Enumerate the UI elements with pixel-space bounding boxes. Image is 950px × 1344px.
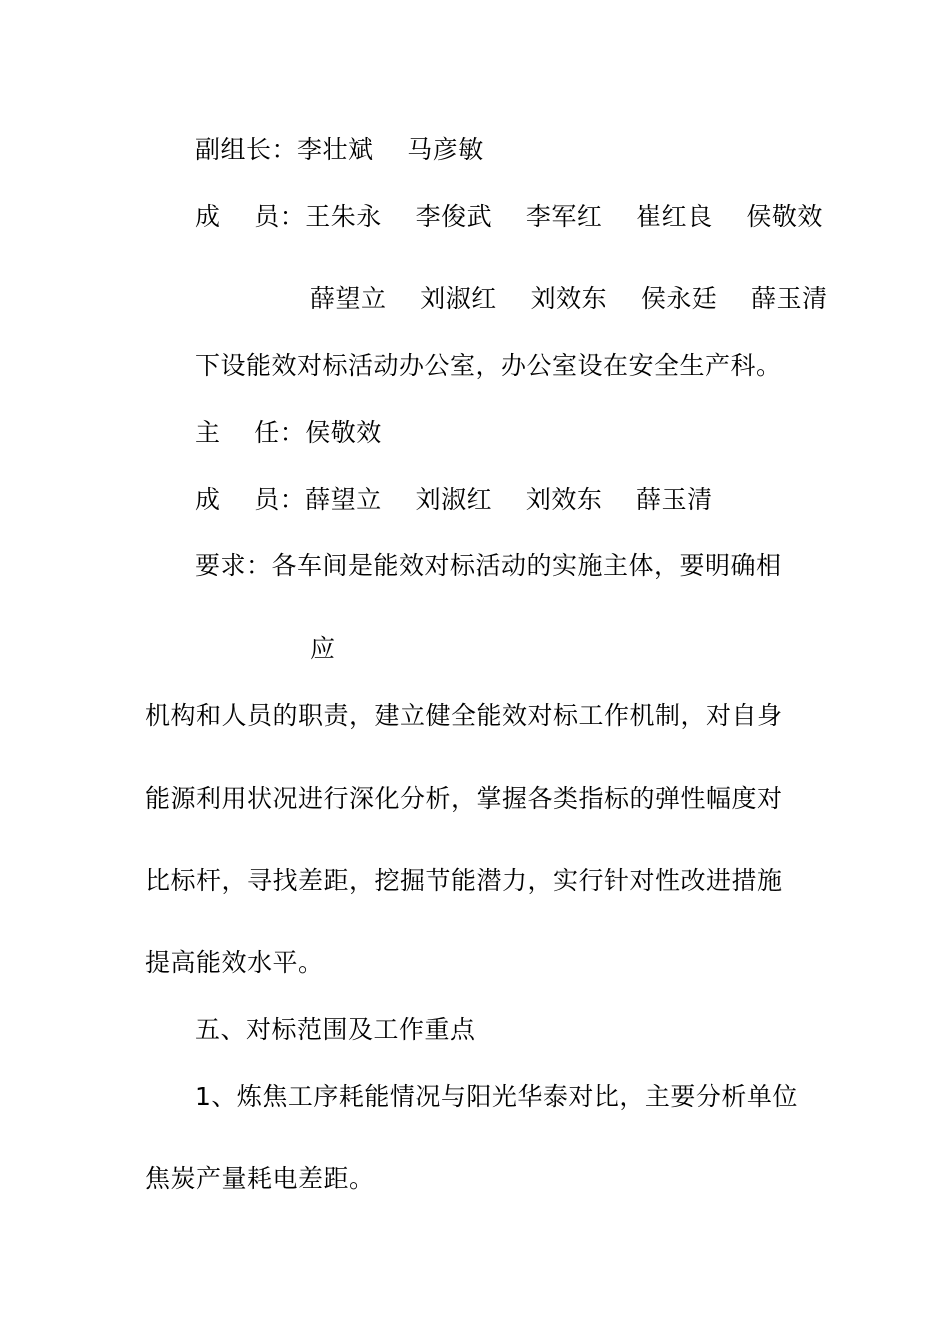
members-line-2: 薛望立 刘淑红 刘效东 侯永廷 薛玉清 [310, 284, 828, 313]
requirement-line: 要求：各车间是能效对标活动的实施主体，要明确相 [195, 551, 782, 580]
director-line: 主 任：侯敬效 [195, 418, 382, 447]
members-line-1: 成 员：王朱永 李俊武 李军红 崔红良 侯敬效 [195, 202, 823, 231]
section-heading: 五、对标范围及工作重点 [195, 1015, 476, 1044]
deputy-leader-line: 副组长：李壮斌 马彦敏 [195, 135, 484, 164]
paragraph-line-2: 能源利用状况进行深化分析，掌握各类指标的弹性幅度对 [145, 784, 783, 813]
requirement-continuation: 应 [310, 634, 336, 663]
item-1-line: 1、炼焦工序耗能情况与阳光华泰对比，主要分析单位 [195, 1082, 798, 1111]
paragraph-line-4: 提高能效水平。 [145, 948, 324, 977]
item-1-continuation: 焦炭产量耗电差距。 [145, 1164, 375, 1193]
paragraph-line-1: 机构和人员的职责，建立健全能效对标工作机制，对自身 [145, 701, 783, 730]
office-setup-line: 下设能效对标活动办公室，办公室设在安全生产科。 [195, 351, 782, 380]
office-members-line: 成 员：薛望立 刘淑红 刘效东 薛玉清 [195, 485, 713, 514]
paragraph-line-3: 比标杆，寻找差距，挖掘节能潜力，实行针对性改进措施 [145, 866, 783, 895]
